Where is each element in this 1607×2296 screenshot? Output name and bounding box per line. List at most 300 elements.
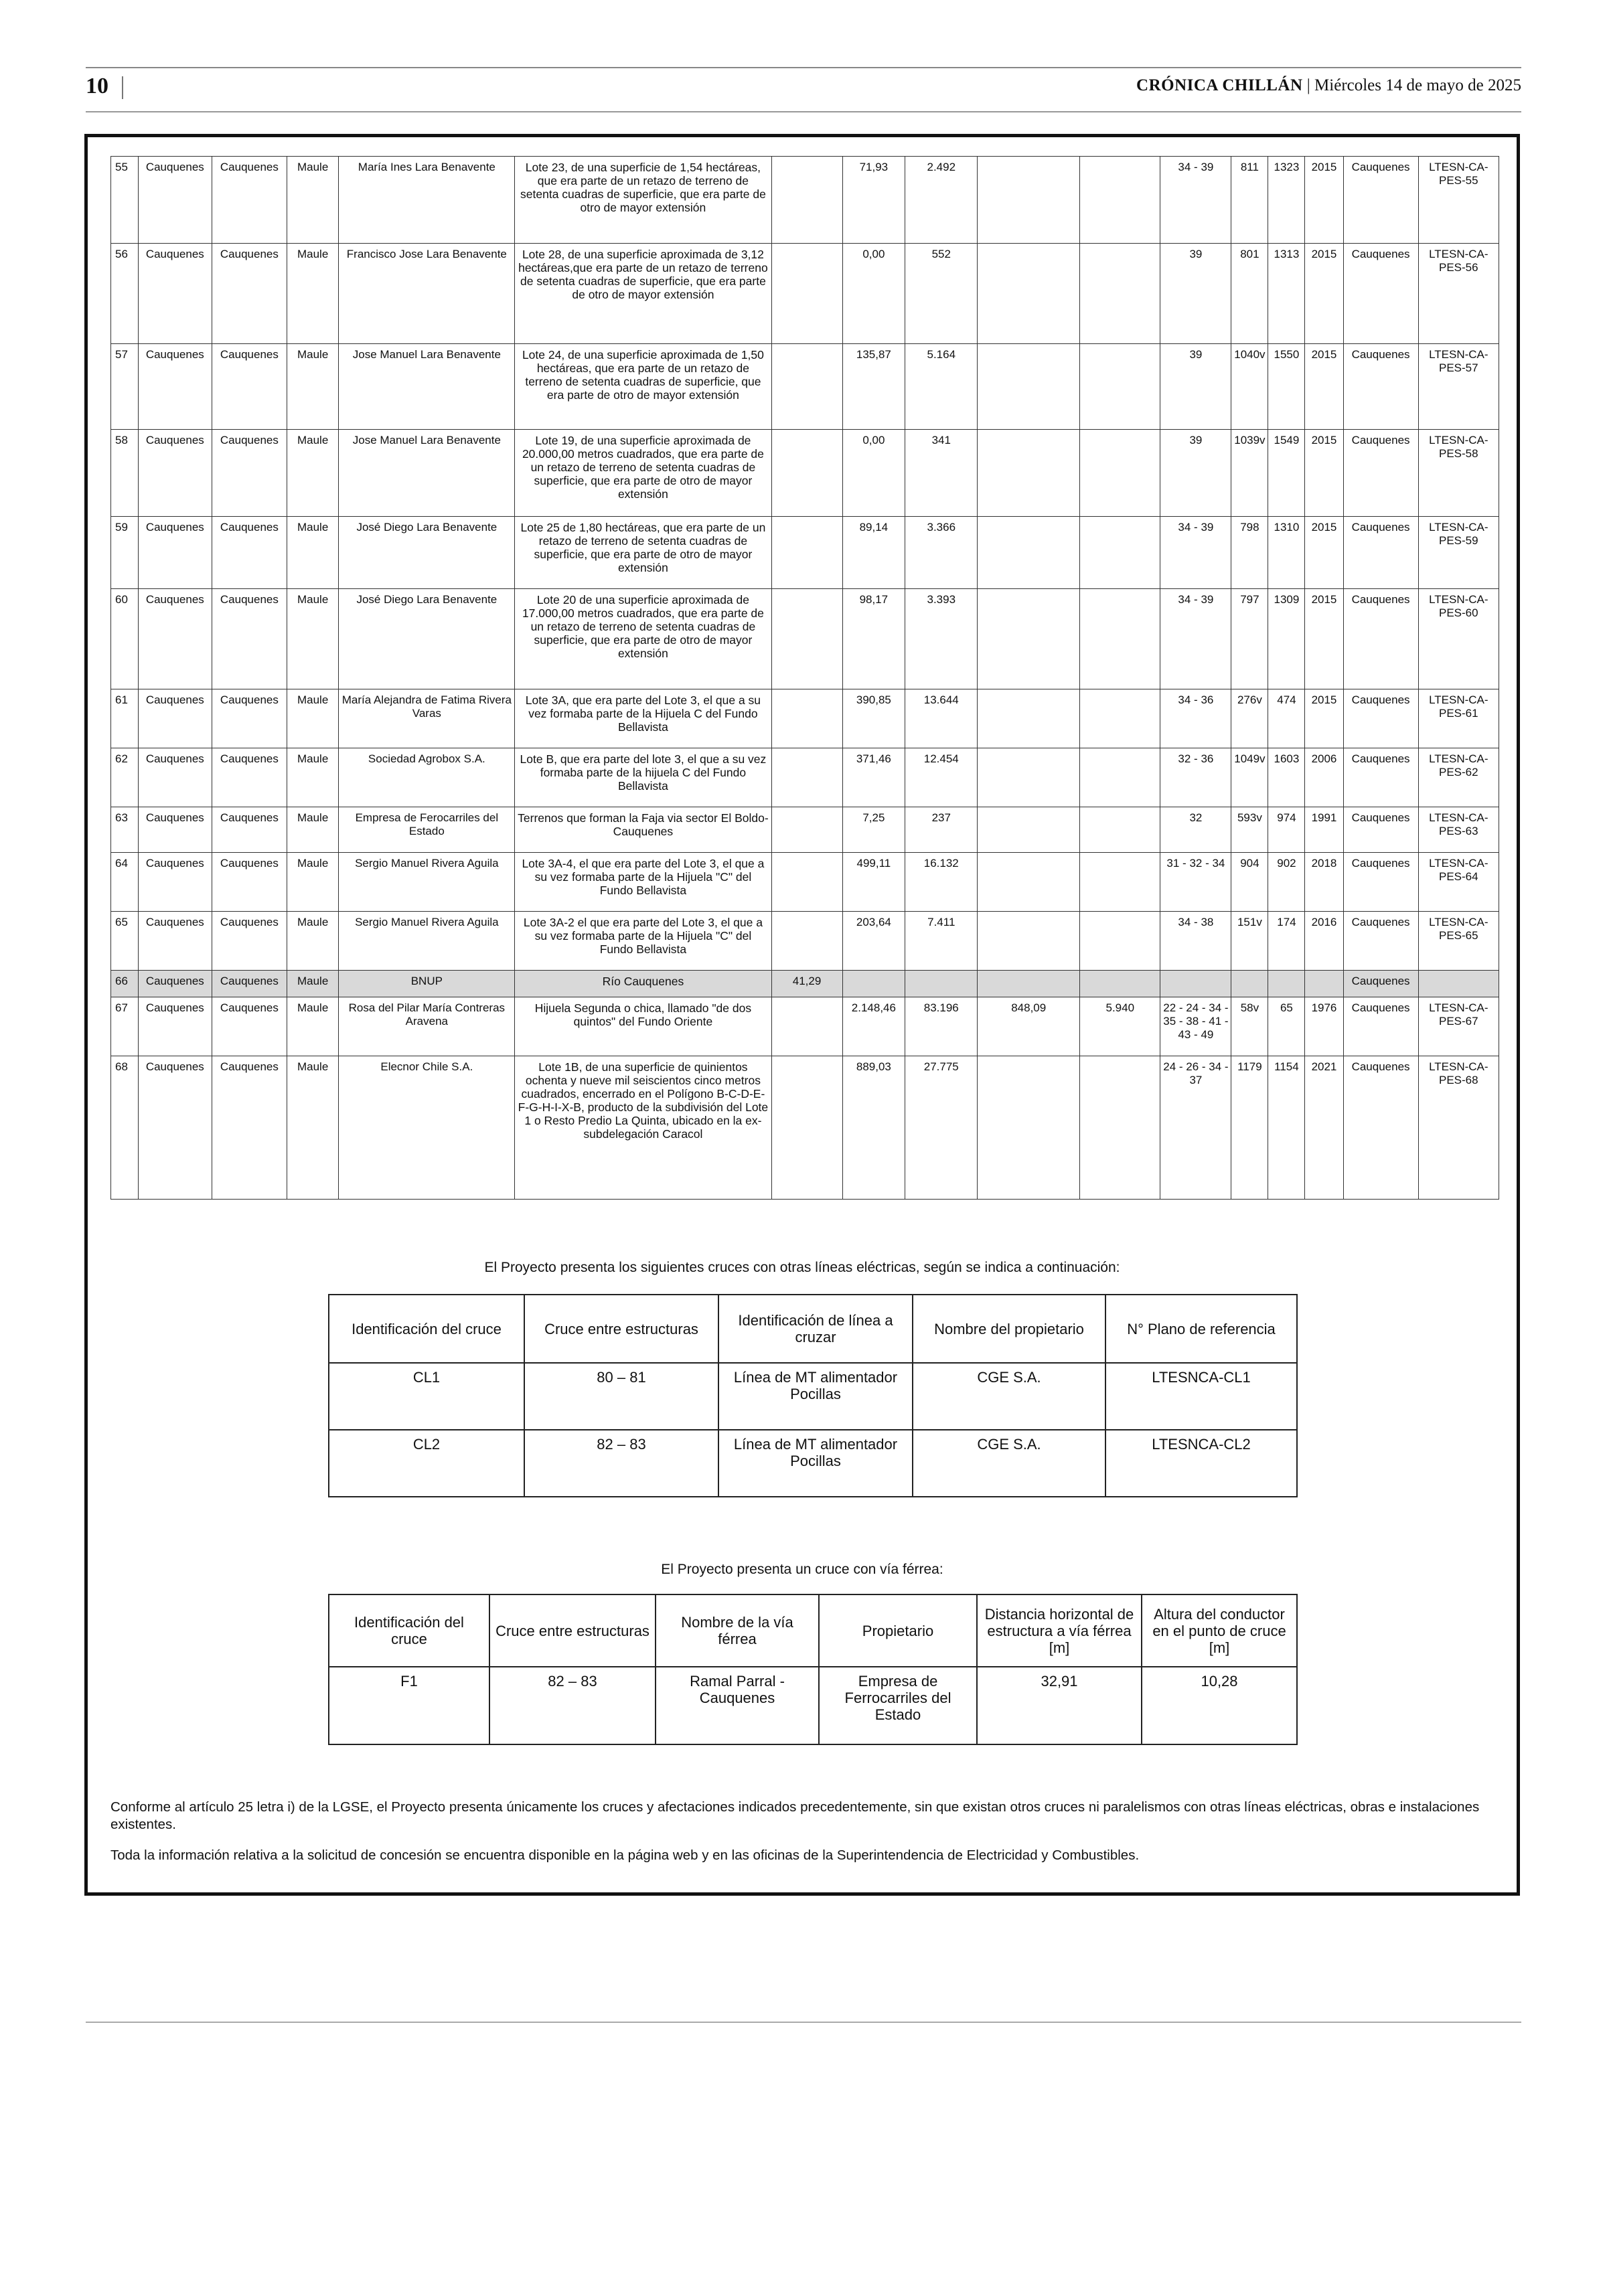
fojas-cell: 904 — [1231, 853, 1268, 912]
area-2-cell: 371,46 — [842, 748, 905, 807]
property-description-cell: Lote 28, de una superficie aproximada de 3,12 hectáreas,que era parte de un retazo de terreno de setenta cuadras de superficie, que era parte de otro de mayor extensión — [515, 244, 771, 344]
area-4-cell — [978, 912, 1080, 971]
area-1-cell — [771, 344, 842, 430]
area-3-cell: 27.775 — [905, 1056, 978, 1200]
owner-cell: Jose Manuel Lara Benavente — [339, 344, 515, 430]
comuna-cell: Cauquenes — [138, 748, 212, 807]
owner-row — [111, 344, 1499, 430]
owner-row — [111, 430, 1499, 517]
region-cell: Maule — [287, 244, 338, 344]
area-5-cell — [1080, 244, 1160, 344]
area-3-cell: 237 — [905, 807, 978, 853]
area-4-cell — [978, 517, 1080, 589]
area-1-cell — [771, 157, 842, 244]
row-number: 61 — [111, 689, 139, 748]
owner-row — [111, 807, 1499, 853]
fojas-cell: 1179 — [1231, 1056, 1268, 1200]
year-cell: 2006 — [1305, 748, 1343, 807]
area-5-cell — [1080, 517, 1160, 589]
area-3-cell: 2.492 — [905, 157, 978, 244]
line-crossing-cell: CL2 — [329, 1430, 524, 1497]
line-crossing-header-cell: Nombre del propietario — [913, 1295, 1105, 1363]
information-note: Toda la información relativa a la solicitud de concesión se encuentra disponible en la página web y en las oficinas de la Superintendencia de Electricidad y Combustibles. — [110, 1848, 1140, 1863]
plan-reference-cell: LTESN-CA-PES-55 — [1418, 157, 1499, 244]
fojas-cell: 811 — [1231, 157, 1268, 244]
structures-cell — [1160, 971, 1231, 997]
area-1-cell: 41,29 — [771, 971, 842, 997]
publication-date: Miércoles 14 de mayo de 2025 — [1314, 76, 1521, 94]
comuna-cell: Cauquenes — [138, 589, 212, 689]
owner-row — [111, 971, 1499, 997]
area-4-cell — [978, 807, 1080, 853]
area-2-cell — [842, 971, 905, 997]
record-number-cell: 902 — [1268, 853, 1305, 912]
owner-row — [111, 157, 1499, 244]
row-number: 67 — [111, 997, 139, 1056]
area-3-cell: 3.366 — [905, 517, 978, 589]
rail-crossing-cell: F1 — [329, 1667, 489, 1744]
fojas-cell: 276v — [1231, 689, 1268, 748]
structures-cell: 34 - 39 — [1160, 589, 1231, 689]
structures-cell: 39 — [1160, 244, 1231, 344]
owner-cell: Rosa del Pilar María Contreras Aravena — [339, 997, 515, 1056]
line-crossing-cell: 80 – 81 — [524, 1363, 718, 1430]
year-cell: 2015 — [1305, 344, 1343, 430]
page-header — [86, 74, 1521, 108]
fojas-cell — [1231, 971, 1268, 997]
comuna-cell: Cauquenes — [138, 430, 212, 517]
rail-crossing-header-cell: Propietario — [819, 1594, 977, 1667]
area-5-cell — [1080, 1056, 1160, 1200]
provincia-cell: Cauquenes — [212, 517, 287, 589]
provincia-cell: Cauquenes — [212, 344, 287, 430]
rail-crossing-cell: Empresa de Ferrocarriles del Estado — [819, 1667, 977, 1744]
row-number: 56 — [111, 244, 139, 344]
area-4-cell — [978, 430, 1080, 517]
registry-cell: Cauquenes — [1343, 157, 1418, 244]
registry-cell: Cauquenes — [1343, 689, 1418, 748]
record-number-cell: 974 — [1268, 807, 1305, 853]
comuna-cell: Cauquenes — [138, 1056, 212, 1200]
owner-cell: José Diego Lara Benavente — [339, 517, 515, 589]
area-5-cell — [1080, 748, 1160, 807]
area-3-cell: 5.164 — [905, 344, 978, 430]
provincia-cell: Cauquenes — [212, 1056, 287, 1200]
provincia-cell: Cauquenes — [212, 971, 287, 997]
area-2-cell: 889,03 — [842, 1056, 905, 1200]
rail-crossing-intro: El Proyecto presenta un cruce con vía férrea: — [661, 1562, 943, 1577]
lgse-note: Conforme al artículo 25 letra i) de la LGSE, el Proyecto presenta únicamente los cruces y afectaciones indicados precedentemente, sin que existan otros cruces ni paralelismos con otras líneas eléctricas, obras e instalaciones existentes. — [110, 1799, 1480, 1832]
structures-cell: 22 - 24 - 34 - 35 - 38 - 41 - 43 - 49 — [1160, 997, 1231, 1056]
area-3-cell: 12.454 — [905, 748, 978, 807]
line-crossing-row — [329, 1430, 1297, 1497]
registry-cell: Cauquenes — [1343, 589, 1418, 689]
line-crossing-row — [329, 1363, 1297, 1430]
rail-crossing-cell: 10,28 — [1142, 1667, 1297, 1744]
property-description-cell: Río Cauquenes — [515, 971, 771, 997]
region-cell: Maule — [287, 748, 338, 807]
owner-cell: Elecnor Chile S.A. — [339, 1056, 515, 1200]
area-4-cell — [978, 748, 1080, 807]
area-2-cell: 2.148,46 — [842, 997, 905, 1056]
provincia-cell: Cauquenes — [212, 748, 287, 807]
rail-crossing-cell: 32,91 — [977, 1667, 1142, 1744]
area-5-cell — [1080, 853, 1160, 912]
registry-cell: Cauquenes — [1343, 748, 1418, 807]
area-2-cell: 499,11 — [842, 853, 905, 912]
structures-cell: 34 - 38 — [1160, 912, 1231, 971]
rail-crossing-header-cell: Identificación del cruce — [329, 1594, 489, 1667]
year-cell: 2015 — [1305, 517, 1343, 589]
comuna-cell: Cauquenes — [138, 912, 212, 971]
masthead-separator: | — [1306, 76, 1310, 94]
row-number: 63 — [111, 807, 139, 853]
row-number: 59 — [111, 517, 139, 589]
owner-row — [111, 853, 1499, 912]
row-number: 68 — [111, 1056, 139, 1200]
area-5-cell — [1080, 807, 1160, 853]
area-5-cell — [1080, 912, 1160, 971]
fojas-cell: 1049v — [1231, 748, 1268, 807]
notice-footer-notes — [110, 1799, 1497, 1878]
provincia-cell: Cauquenes — [212, 244, 287, 344]
region-cell: Maule — [287, 344, 338, 430]
line-crossings-header-row — [329, 1295, 1297, 1363]
property-description-cell: Lote 3A-2 el que era parte del Lote 3, el que a su vez formaba parte de la Hijuela "C" del Fundo Bellavista — [515, 912, 771, 971]
area-4-cell — [978, 244, 1080, 344]
record-number-cell: 65 — [1268, 997, 1305, 1056]
plan-reference-cell: LTESN-CA-PES-59 — [1418, 517, 1499, 589]
region-cell: Maule — [287, 807, 338, 853]
region-cell: Maule — [287, 971, 338, 997]
plan-reference-cell: LTESN-CA-PES-60 — [1418, 589, 1499, 689]
rail-crossing-header-cell: Altura del conductor en el punto de cruce [m] — [1142, 1594, 1297, 1667]
line-crossings-body — [329, 1363, 1297, 1497]
property-description-cell: Lote 25 de 1,80 hectáreas, que era parte de un retazo de terreno de setenta cuadras de superficie, que era parte de otro de mayor extensión — [515, 517, 771, 589]
registry-cell: Cauquenes — [1343, 912, 1418, 971]
owner-cell: Empresa de Ferocarriles del Estado — [339, 807, 515, 853]
comuna-cell: Cauquenes — [138, 853, 212, 912]
property-description-cell: Lote 24, de una superficie aproximada de 1,50 hectáreas, que era parte de un retazo de terreno de setenta cuadras de superficie, que era parte de otro de mayor extensión — [515, 344, 771, 430]
area-5-cell: 5.940 — [1080, 997, 1160, 1056]
line-crossing-cell: CGE S.A. — [913, 1363, 1105, 1430]
area-1-cell — [771, 1056, 842, 1200]
area-2-cell: 7,25 — [842, 807, 905, 853]
property-description-cell: Hijuela Segunda o chica, llamado "de dos quintos" del Fundo Oriente — [515, 997, 771, 1056]
area-2-cell: 0,00 — [842, 430, 905, 517]
year-cell: 2015 — [1305, 157, 1343, 244]
owners-table-body — [111, 157, 1499, 1200]
fojas-cell: 801 — [1231, 244, 1268, 344]
owner-cell: Sociedad Agrobox S.A. — [339, 748, 515, 807]
rail-crossing-header-row — [329, 1594, 1297, 1667]
comuna-cell: Cauquenes — [138, 971, 212, 997]
row-number: 58 — [111, 430, 139, 517]
area-1-cell — [771, 807, 842, 853]
owner-row — [111, 589, 1499, 689]
year-cell: 1991 — [1305, 807, 1343, 853]
line-crossing-cell: LTESNCA-CL1 — [1105, 1363, 1297, 1430]
area-4-cell — [978, 157, 1080, 244]
owner-cell: María Ines Lara Benavente — [339, 157, 515, 244]
fojas-cell: 58v — [1231, 997, 1268, 1056]
structures-cell: 32 — [1160, 807, 1231, 853]
plan-reference-cell: LTESN-CA-PES-56 — [1418, 244, 1499, 344]
record-number-cell: 1603 — [1268, 748, 1305, 807]
fojas-cell: 797 — [1231, 589, 1268, 689]
record-number-cell: 1310 — [1268, 517, 1305, 589]
year-cell: 2021 — [1305, 1056, 1343, 1200]
plan-reference-cell: LTESN-CA-PES-61 — [1418, 689, 1499, 748]
owner-cell: Sergio Manuel Rivera Aguila — [339, 853, 515, 912]
registry-cell: Cauquenes — [1343, 807, 1418, 853]
year-cell: 2016 — [1305, 912, 1343, 971]
rail-crossing-cell: 82 – 83 — [489, 1667, 656, 1744]
area-5-cell — [1080, 157, 1160, 244]
record-number-cell — [1268, 971, 1305, 997]
area-1-cell — [771, 589, 842, 689]
year-cell: 2015 — [1305, 589, 1343, 689]
region-cell: Maule — [287, 157, 338, 244]
registry-cell: Cauquenes — [1343, 997, 1418, 1056]
row-number: 64 — [111, 853, 139, 912]
area-5-cell — [1080, 344, 1160, 430]
fojas-cell: 593v — [1231, 807, 1268, 853]
area-3-cell: 13.644 — [905, 689, 978, 748]
page-number-divider — [122, 76, 123, 99]
publication-name: CRÓNICA CHILLÁN — [1136, 76, 1303, 94]
header-bottom-rule — [86, 111, 1521, 112]
structures-cell: 24 - 26 - 34 - 37 — [1160, 1056, 1231, 1200]
line-crossing-cell: CL1 — [329, 1363, 524, 1430]
record-number-cell: 1154 — [1268, 1056, 1305, 1200]
owner-row — [111, 912, 1499, 971]
area-3-cell: 341 — [905, 430, 978, 517]
area-2-cell: 390,85 — [842, 689, 905, 748]
comuna-cell: Cauquenes — [138, 997, 212, 1056]
plan-reference-cell: LTESN-CA-PES-57 — [1418, 344, 1499, 430]
comuna-cell: Cauquenes — [138, 689, 212, 748]
owners-table — [110, 156, 1499, 1200]
line-crossing-cell: Línea de MT alimentador Pocillas — [718, 1363, 913, 1430]
structures-cell: 34 - 39 — [1160, 517, 1231, 589]
property-description-cell: Terrenos que forman la Faja via sector El Boldo- Cauquenes — [515, 807, 771, 853]
area-1-cell — [771, 748, 842, 807]
registry-cell: Cauquenes — [1343, 971, 1418, 997]
comuna-cell: Cauquenes — [138, 517, 212, 589]
area-3-cell — [905, 971, 978, 997]
area-1-cell — [771, 997, 842, 1056]
registry-cell: Cauquenes — [1343, 244, 1418, 344]
line-crossing-header-cell: Identificación de línea a cruzar — [718, 1295, 913, 1363]
owner-cell: Jose Manuel Lara Benavente — [339, 430, 515, 517]
area-4-cell — [978, 971, 1080, 997]
area-5-cell — [1080, 971, 1160, 997]
row-number: 62 — [111, 748, 139, 807]
property-description-cell: Lote B, que era parte del lote 3, el que a su vez formaba parte de la hijuela C del Fundo Bellavista — [515, 748, 771, 807]
rail-crossing-body — [329, 1667, 1297, 1744]
region-cell: Maule — [287, 430, 338, 517]
area-5-cell — [1080, 430, 1160, 517]
page-number: 10 — [86, 74, 108, 98]
rail-crossing-header-cell: Distancia horizontal de estructura a vía férrea [m] — [977, 1594, 1142, 1667]
provincia-cell: Cauquenes — [212, 997, 287, 1056]
record-number-cell: 1550 — [1268, 344, 1305, 430]
owner-row — [111, 1056, 1499, 1200]
row-number: 60 — [111, 589, 139, 689]
structures-cell: 31 - 32 - 34 — [1160, 853, 1231, 912]
row-number: 66 — [111, 971, 139, 997]
owner-cell: Francisco Jose Lara Benavente — [339, 244, 515, 344]
region-cell: Maule — [287, 853, 338, 912]
year-cell: 2015 — [1305, 689, 1343, 748]
area-3-cell: 3.393 — [905, 589, 978, 689]
record-number-cell: 174 — [1268, 912, 1305, 971]
property-description-cell: Lote 1B, de una superficie de quinientos ochenta y nueve mil seiscientos cinco metros cuadrados, encerrado en el Polígono B-C-D-E-F-G-H-I-X-B, producto de la subdivisión del Lote 1 o Resto Predio La Quinta, ubicado en la ex-subdelegación Caracol — [515, 1056, 771, 1200]
area-2-cell: 135,87 — [842, 344, 905, 430]
plan-reference-cell: LTESN-CA-PES-67 — [1418, 997, 1499, 1056]
area-4-cell: 848,09 — [978, 997, 1080, 1056]
comuna-cell: Cauquenes — [138, 244, 212, 344]
region-cell: Maule — [287, 912, 338, 971]
region-cell: Maule — [287, 517, 338, 589]
area-1-cell — [771, 517, 842, 589]
area-1-cell — [771, 689, 842, 748]
owner-row — [111, 244, 1499, 344]
row-number: 57 — [111, 344, 139, 430]
record-number-cell: 1313 — [1268, 244, 1305, 344]
property-description-cell: Lote 23, de una superficie de 1,54 hectáreas, que era parte de un retazo de terreno de setenta cuadras de superficie, que era parte de otro de mayor extensión — [515, 157, 771, 244]
line-crossing-header-cell: Cruce entre estructuras — [524, 1295, 718, 1363]
year-cell: 2018 — [1305, 853, 1343, 912]
area-2-cell: 98,17 — [842, 589, 905, 689]
line-crossing-header-cell: Identificación del cruce — [329, 1295, 524, 1363]
plan-reference-cell: LTESN-CA-PES-65 — [1418, 912, 1499, 971]
area-3-cell: 552 — [905, 244, 978, 344]
plan-reference-cell — [1418, 971, 1499, 997]
area-1-cell — [771, 912, 842, 971]
comuna-cell: Cauquenes — [138, 344, 212, 430]
masthead — [1136, 76, 1521, 95]
property-description-cell: Lote 19, de una superficie aproximada de 20.000,00 metros cuadrados, que era parte de un retazo de terreno de setenta cuadras de superficie, que era parte de otro de mayor extensión — [515, 430, 771, 517]
record-number-cell: 474 — [1268, 689, 1305, 748]
row-number: 55 — [111, 157, 139, 244]
area-2-cell: 203,64 — [842, 912, 905, 971]
area-4-cell — [978, 589, 1080, 689]
owner-row — [111, 997, 1499, 1056]
owner-row — [111, 517, 1499, 589]
line-crossing-cell: LTESNCA-CL2 — [1105, 1430, 1297, 1497]
line-crossing-cell: CGE S.A. — [913, 1430, 1105, 1497]
structures-cell: 34 - 39 — [1160, 157, 1231, 244]
area-1-cell — [771, 244, 842, 344]
notice-frame — [84, 134, 1520, 1896]
year-cell — [1305, 971, 1343, 997]
owner-cell: Sergio Manuel Rivera Aguila — [339, 912, 515, 971]
plan-reference-cell: LTESN-CA-PES-63 — [1418, 807, 1499, 853]
region-cell: Maule — [287, 589, 338, 689]
registry-cell: Cauquenes — [1343, 853, 1418, 912]
rail-crossing-cell: Ramal Parral - Cauquenes — [656, 1667, 819, 1744]
plan-reference-cell: LTESN-CA-PES-62 — [1418, 748, 1499, 807]
registry-cell: Cauquenes — [1343, 344, 1418, 430]
line-crossing-cell: 82 – 83 — [524, 1430, 718, 1497]
fojas-cell: 1040v — [1231, 344, 1268, 430]
provincia-cell: Cauquenes — [212, 912, 287, 971]
registry-cell: Cauquenes — [1343, 1056, 1418, 1200]
fojas-cell: 798 — [1231, 517, 1268, 589]
area-4-cell — [978, 1056, 1080, 1200]
structures-cell: 39 — [1160, 344, 1231, 430]
footer-rule — [86, 2022, 1521, 2023]
region-cell: Maule — [287, 1056, 338, 1200]
rail-crossing-table — [328, 1594, 1298, 1745]
plan-reference-cell: LTESN-CA-PES-64 — [1418, 853, 1499, 912]
provincia-cell: Cauquenes — [212, 807, 287, 853]
record-number-cell: 1309 — [1268, 589, 1305, 689]
owner-cell: María Alejandra de Fatima Rivera Varas — [339, 689, 515, 748]
property-description-cell: Lote 20 de una superficie aproximada de 17.000,00 metros cuadrados, que era parte de un retazo de terreno de setenta cuadras de superficie, que era parte de otro de mayor extensión — [515, 589, 771, 689]
fojas-cell: 151v — [1231, 912, 1268, 971]
owner-row — [111, 748, 1499, 807]
structures-cell: 34 - 36 — [1160, 689, 1231, 748]
rail-crossing-row — [329, 1667, 1297, 1744]
area-2-cell: 89,14 — [842, 517, 905, 589]
area-5-cell — [1080, 589, 1160, 689]
area-4-cell — [978, 689, 1080, 748]
registry-cell: Cauquenes — [1343, 430, 1418, 517]
row-number: 65 — [111, 912, 139, 971]
area-2-cell: 71,93 — [842, 157, 905, 244]
year-cell: 2015 — [1305, 244, 1343, 344]
year-cell: 2015 — [1305, 430, 1343, 517]
header-top-rule — [86, 67, 1521, 68]
comuna-cell: Cauquenes — [138, 807, 212, 853]
region-cell: Maule — [287, 997, 338, 1056]
line-crossings-intro: El Proyecto presenta los siguientes cruces con otras líneas eléctricas, según se indica a continuación: — [484, 1260, 1120, 1275]
property-description-cell: Lote 3A-4, el que era parte del Lote 3, el que a su vez formaba parte de la Hijuela "C" del Fundo Bellavista — [515, 853, 771, 912]
record-number-cell: 1323 — [1268, 157, 1305, 244]
area-3-cell: 83.196 — [905, 997, 978, 1056]
line-crossing-cell: Línea de MT alimentador Pocillas — [718, 1430, 913, 1497]
area-5-cell — [1080, 689, 1160, 748]
area-1-cell — [771, 853, 842, 912]
area-4-cell — [978, 344, 1080, 430]
line-crossing-header-cell: N° Plano de referencia — [1105, 1295, 1297, 1363]
area-3-cell: 16.132 — [905, 853, 978, 912]
plan-reference-cell: LTESN-CA-PES-68 — [1418, 1056, 1499, 1200]
structures-cell: 39 — [1160, 430, 1231, 517]
provincia-cell: Cauquenes — [212, 689, 287, 748]
structures-cell: 32 - 36 — [1160, 748, 1231, 807]
owner-row — [111, 689, 1499, 748]
owner-cell: José Diego Lara Benavente — [339, 589, 515, 689]
property-description-cell: Lote 3A, que era parte del Lote 3, el que a su vez formaba parte de la Hijuela C del Fundo Bellavista — [515, 689, 771, 748]
year-cell: 1976 — [1305, 997, 1343, 1056]
area-2-cell: 0,00 — [842, 244, 905, 344]
area-1-cell — [771, 430, 842, 517]
owner-cell: BNUP — [339, 971, 515, 997]
line-crossings-table — [328, 1294, 1298, 1497]
provincia-cell: Cauquenes — [212, 430, 287, 517]
provincia-cell: Cauquenes — [212, 157, 287, 244]
area-4-cell — [978, 853, 1080, 912]
rail-crossing-header-cell: Cruce entre estructuras — [489, 1594, 656, 1667]
fojas-cell: 1039v — [1231, 430, 1268, 517]
rail-crossing-header-cell: Nombre de la vía férrea — [656, 1594, 819, 1667]
provincia-cell: Cauquenes — [212, 589, 287, 689]
registry-cell: Cauquenes — [1343, 517, 1418, 589]
